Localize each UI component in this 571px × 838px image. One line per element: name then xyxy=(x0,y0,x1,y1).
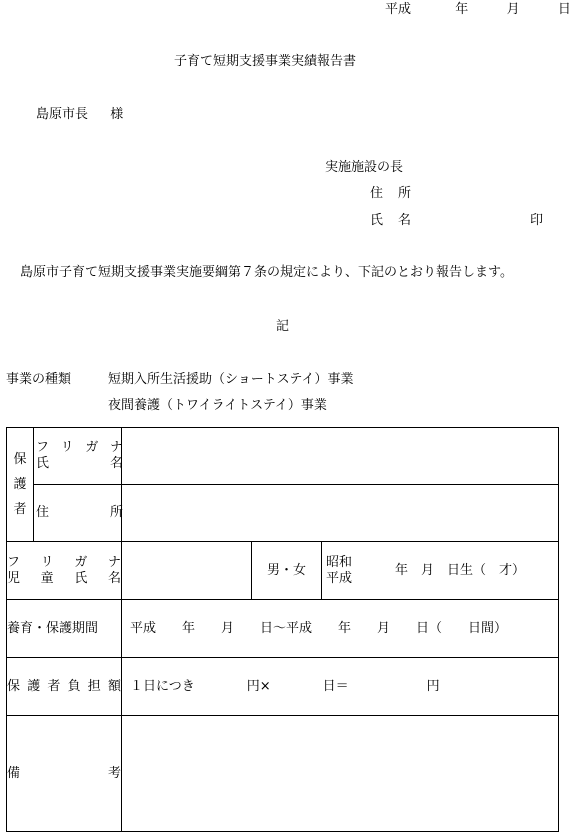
guardian-name-field[interactable] xyxy=(122,428,559,485)
guardian-address-label: 住 所 xyxy=(34,485,122,542)
facility-head-label: 実施施設の長 xyxy=(325,160,404,175)
addressee-name: 島原市長 xyxy=(36,107,89,122)
guardian-burden-row xyxy=(7,658,559,716)
gender-field[interactable]: 男・女 xyxy=(252,542,322,600)
child-name-field[interactable] xyxy=(122,542,252,600)
child-furigana-label: フ リ ガ ナ xyxy=(7,554,121,570)
guardian-burden-field[interactable]: １日につき 円× 日＝ 円 xyxy=(122,658,559,716)
ki-heading: 記 xyxy=(276,319,290,334)
birth-era-heisei: 平成 xyxy=(326,570,353,586)
child-name-label: フ リ ガ ナ 児 童 氏 名 xyxy=(7,542,122,600)
sender-address-label: 住 所 xyxy=(370,186,411,201)
guardian-address-field[interactable] xyxy=(122,485,559,542)
body-text: 島原市子育て短期支援事業実施要綱第７条の規定により、下記のとおり報告します。 xyxy=(20,265,513,280)
remarks-label: 備 考 xyxy=(7,716,122,832)
seal-mark: 印 xyxy=(530,213,544,228)
guardian-furigana-label: フ リ ガ ナ xyxy=(36,440,123,455)
date-year: 年 xyxy=(455,2,469,17)
document-title: 子育て短期支援事業実績報告書 xyxy=(174,54,357,69)
date-month: 月 xyxy=(506,2,520,17)
remarks-row xyxy=(7,716,559,832)
guardian-group-label: 保 護 者 xyxy=(7,428,34,542)
guardian-address-row xyxy=(7,485,559,542)
care-period-field[interactable]: 平成 年 月 日～平成 年 月 日（ 日間） xyxy=(122,600,559,658)
project-type-label: 事業の種類 xyxy=(6,372,72,387)
date-era: 平成 xyxy=(385,2,412,17)
date-line xyxy=(385,2,571,18)
report-table xyxy=(6,427,559,832)
birth-date-rest: 年 月 日生（ 才） xyxy=(395,562,526,578)
care-period-label: 養育・保護期間 xyxy=(7,600,122,658)
project-type-twilight-stay: 夜間養護（トワイライトステイ）事業 xyxy=(108,398,327,413)
care-period-row xyxy=(7,600,559,658)
remarks-field[interactable] xyxy=(122,716,559,832)
addressee-honorific: 様 xyxy=(110,107,124,122)
sender-name-label: 氏 名 xyxy=(370,213,411,228)
birth-era-showa: 昭和 xyxy=(326,554,353,570)
guardian-name-label: フ リ ガ ナ 氏 名 xyxy=(34,428,122,485)
child-row xyxy=(7,542,559,600)
child-birthdate-field[interactable] xyxy=(322,542,559,600)
date-day: 日 xyxy=(557,2,571,17)
guardian-burden-label: 保 護 者 負 担 額 xyxy=(7,658,122,716)
addressee xyxy=(36,107,123,123)
project-type-short-stay: 短期入所生活援助（ショートステイ）事業 xyxy=(108,372,354,387)
guardian-name-row xyxy=(7,428,559,485)
